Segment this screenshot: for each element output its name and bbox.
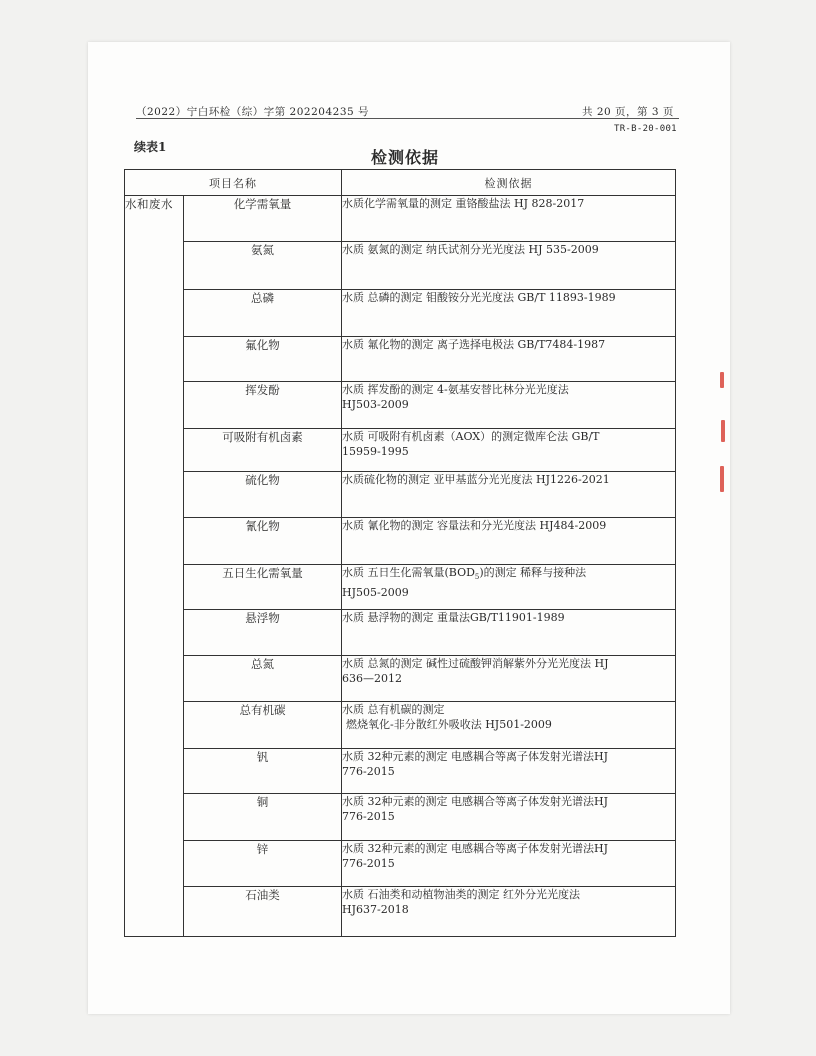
method-line: 水质 32种元素的测定 电感耦合等离子体发射光谱法HJ xyxy=(342,795,608,808)
method-cell xyxy=(342,702,676,749)
method-line: HJ503-2009 xyxy=(342,398,409,411)
header-divider xyxy=(136,118,679,119)
method-cell xyxy=(342,565,676,610)
page-title: 检测依据 xyxy=(370,148,439,167)
item-name-cell: 氰化物 xyxy=(184,518,342,565)
method-line-subscript: 5 xyxy=(474,573,480,582)
method-line: 水质 石油类和动植物油类的测定 红外分光光度法 xyxy=(342,888,580,901)
method-line: 776-2015 xyxy=(342,810,395,823)
table-row xyxy=(125,565,676,610)
table-row xyxy=(125,382,676,429)
method-cell xyxy=(342,382,676,429)
table-row xyxy=(125,290,676,337)
method-line: 水质 总氮的测定 碱性过硫酸钾消解紫外分光光度法 HJ xyxy=(342,657,609,670)
item-name-cell: 铜 xyxy=(184,794,342,841)
table-row xyxy=(125,794,676,841)
table-row xyxy=(125,841,676,887)
table-row xyxy=(125,749,676,794)
method-cell xyxy=(342,429,676,472)
item-name-cell: 总氮 xyxy=(184,656,342,702)
method-cell xyxy=(342,749,676,794)
test-basis-table xyxy=(124,169,676,937)
method-line: 燃烧氧化-非分散红外吸收法 HJ501-2009 xyxy=(346,718,552,731)
method-line: 水质化学需氧量的测定 重铬酸盐法 HJ 828-2017 xyxy=(342,197,585,210)
continuation-label: 续表1 xyxy=(134,140,167,154)
table-row xyxy=(125,337,676,382)
item-name-cell: 总磷 xyxy=(184,290,342,337)
header-test-basis: 检测依据 xyxy=(342,170,676,196)
method-line: 水质 氨氮的测定 纳氏试剂分光光度法 HJ 535-2009 xyxy=(342,243,599,256)
item-name-cell: 挥发酚 xyxy=(184,382,342,429)
method-cell xyxy=(342,887,676,937)
method-line: 水质 悬浮物的测定 重量法GB/T11901-1989 xyxy=(342,611,565,624)
seal-edge-mark xyxy=(720,466,724,492)
method-cell xyxy=(342,841,676,887)
table-row xyxy=(125,702,676,749)
page-info: 共 20 页，第 3 页 xyxy=(582,106,674,118)
method-line: 水质 可吸附有机卤素（AOX）的测定微库仑法 GB/T xyxy=(342,430,600,443)
method-cell xyxy=(342,518,676,565)
method-line: HJ505-2009 xyxy=(342,586,409,600)
item-name-cell: 可吸附有机卤素 xyxy=(184,429,342,472)
method-cell xyxy=(342,196,676,242)
method-line: 水质 氟化物的测定 离子选择电极法 GB/T7484-1987 xyxy=(342,338,606,351)
item-name-cell: 硫化物 xyxy=(184,472,342,518)
seal-edge-mark xyxy=(720,372,724,388)
method-line: 776-2015 xyxy=(342,765,395,778)
item-name-cell: 锌 xyxy=(184,841,342,887)
table-row xyxy=(125,429,676,472)
method-cell xyxy=(342,610,676,656)
item-name-cell: 总有机碳 xyxy=(184,702,342,749)
method-cell xyxy=(342,337,676,382)
table-row xyxy=(125,196,676,242)
method-line: 15959-1995 xyxy=(342,445,409,458)
method-cell xyxy=(342,472,676,518)
table-row xyxy=(125,472,676,518)
method-line: 776-2015 xyxy=(342,857,395,870)
item-name-cell: 氟化物 xyxy=(184,337,342,382)
method-line: 水质 氰化物的测定 容量法和分光光度法 HJ484-2009 xyxy=(342,519,607,532)
method-line: 水质 挥发酚的测定 4-氨基安替比林分光光度法 xyxy=(342,383,569,396)
method-cell xyxy=(342,656,676,702)
item-name-cell: 悬浮物 xyxy=(184,610,342,656)
header-item-name: 项目名称 xyxy=(125,170,342,196)
table-row xyxy=(125,610,676,656)
report-number: （2022）宁白环检（综）字第 202204235 号 xyxy=(136,106,370,118)
method-cell xyxy=(342,242,676,290)
method-line: 水质 32种元素的测定 电感耦合等离子体发射光谱法HJ xyxy=(342,750,608,763)
method-line-prefix: 水质 五日生化需氧量(BOD xyxy=(342,566,475,579)
method-line xyxy=(342,565,675,585)
item-name-cell: 五日生化需氧量 xyxy=(184,565,342,610)
method-line-suffix: )的测定 稀释与接种法 xyxy=(479,566,587,579)
table-row xyxy=(125,887,676,937)
method-cell xyxy=(342,290,676,337)
table-row xyxy=(125,518,676,565)
method-line: 636—2012 xyxy=(342,672,402,685)
table-header-row xyxy=(125,170,676,196)
document-code: TR-B-20-001 xyxy=(614,124,677,134)
method-line: HJ637-2018 xyxy=(342,903,409,916)
seal-edge-mark xyxy=(721,420,725,442)
method-line: 水质 总有机碳的测定 xyxy=(342,703,445,716)
item-name-cell: 化学需氧量 xyxy=(184,196,342,242)
method-line: 水质 总磷的测定 钼酸铵分光光度法 GB/T 11893-1989 xyxy=(342,291,616,304)
item-name-cell: 石油类 xyxy=(184,887,342,937)
table-row xyxy=(125,242,676,290)
item-name-cell: 氨氮 xyxy=(184,242,342,290)
table-row xyxy=(125,656,676,702)
category-cell: 水和废水 xyxy=(125,196,184,937)
item-name-cell: 钒 xyxy=(184,749,342,794)
method-cell xyxy=(342,794,676,841)
method-line: 水质硫化物的测定 亚甲基蓝分光光度法 HJ1226-2021 xyxy=(342,473,610,486)
method-line: 水质 32种元素的测定 电感耦合等离子体发射光谱法HJ xyxy=(342,842,608,855)
